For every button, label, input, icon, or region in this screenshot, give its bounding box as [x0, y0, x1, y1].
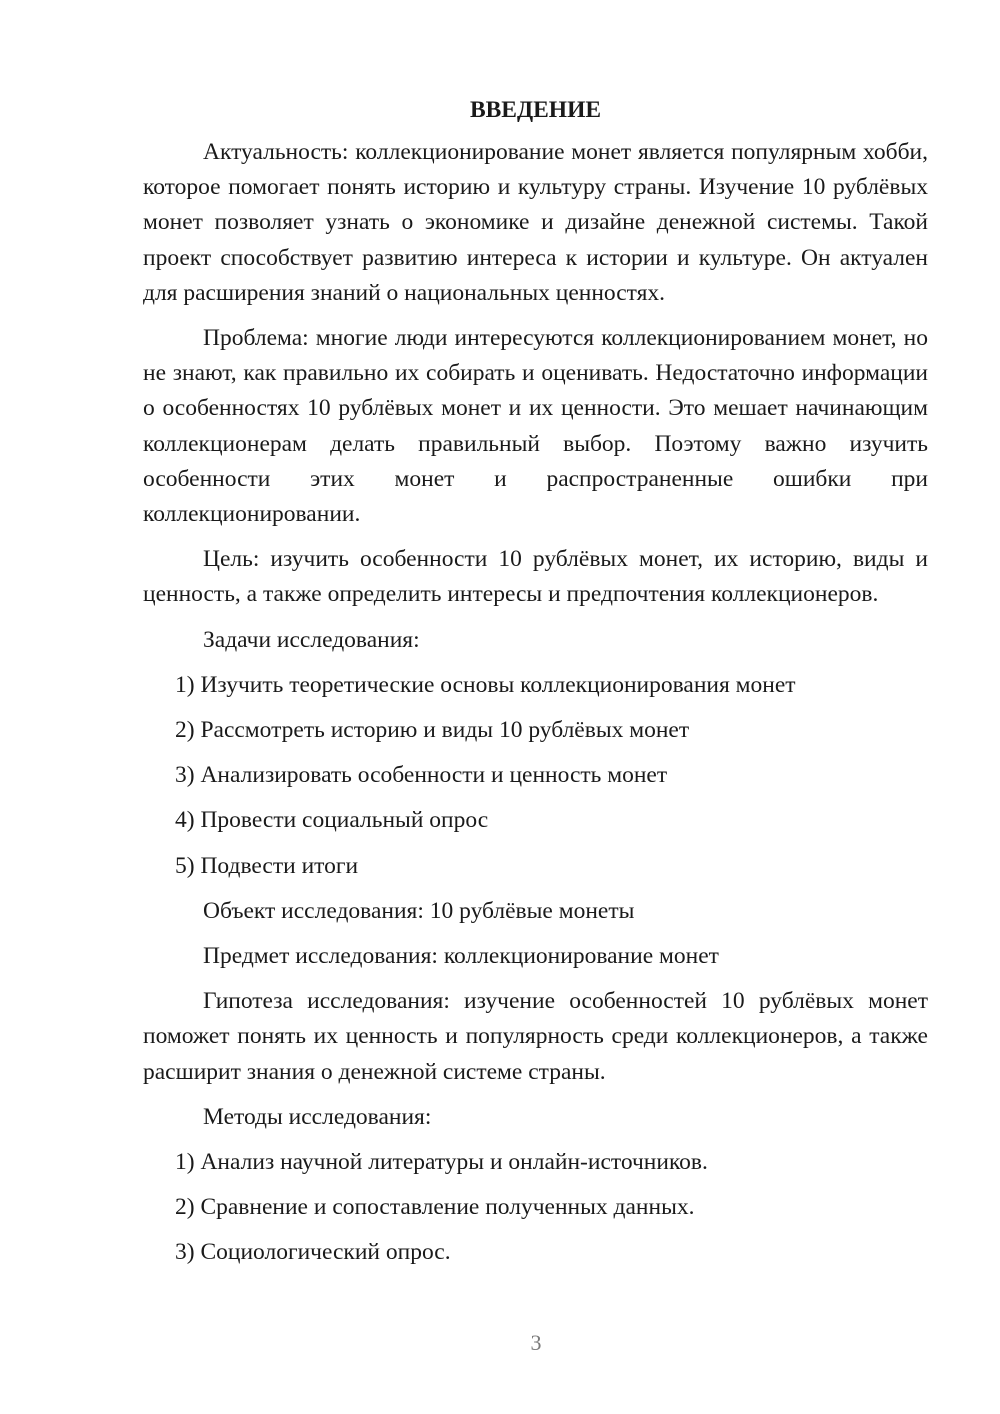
task-item-2: 2) Рассмотреть историю и виды 10 рублёвых монет	[175, 717, 690, 744]
page-title: ВВЕДЕНИЕ	[469, 97, 602, 123]
page-content	[143, 93, 928, 1281]
hypothesis-paragraph: Гипотеза исследования: изучение особенностей 10 рублёвых монет поможет понять их ценность и популярность среди коллекционеров, а также расширит знания о денежной системе страны.	[143, 988, 928, 1085]
task-item-1: 1) Изучить теоретические основы коллекционирования монет	[175, 671, 796, 698]
method-item-2: 2) Сравнение и сопоставление полученных данных.	[175, 1194, 695, 1221]
relevance-paragraph: Актуальность: коллекционирование монет является популярным хобби, которое помогает понять историю и культуру страны. Изучение 10 рублёвых монет позволяет узнать о экономике и дизайне денежной системы. Такой проект способствует развитию интереса к истории и культуре. Он актуален для расширения знаний о национальных ценностях.	[143, 139, 928, 306]
task-item-4: 4) Провести социальный опрос	[175, 807, 489, 834]
research-subject: Предмет исследования: коллекционирование монет	[203, 943, 719, 970]
method-item-1: 1) Анализ научной литературы и онлайн-источников.	[175, 1149, 708, 1176]
methods-heading: Методы исследования:	[203, 1103, 432, 1130]
goal-paragraph: Цель: изучить особенности 10 рублёвых монет, их историю, виды и ценность, а также определить интересы и предпочтения коллекционеров.	[143, 546, 928, 608]
research-object: Объект исследования: 10 рублёвые монеты	[203, 897, 635, 924]
problem-paragraph: Проблема: многие люди интересуются коллекционированием монет, но не знают, как правильно их собирать и оценивать. Недостаточно информации о особенностях 10 рублёвых монет и их ценности. Это мешает начинающим коллекционерам делать правильный выбор. Поэтому важно изучить особенности этих монет и распространенные ошибки при коллекционировании.	[143, 325, 928, 528]
page-number: 3	[530, 1330, 542, 1355]
task-item-5: 5) Подвести итоги	[175, 852, 359, 879]
method-item-3: 3) Социологический опрос.	[175, 1239, 451, 1266]
tasks-heading: Задачи исследования:	[203, 626, 420, 653]
task-item-3: 3) Анализировать особенности и ценность монет	[175, 762, 668, 789]
